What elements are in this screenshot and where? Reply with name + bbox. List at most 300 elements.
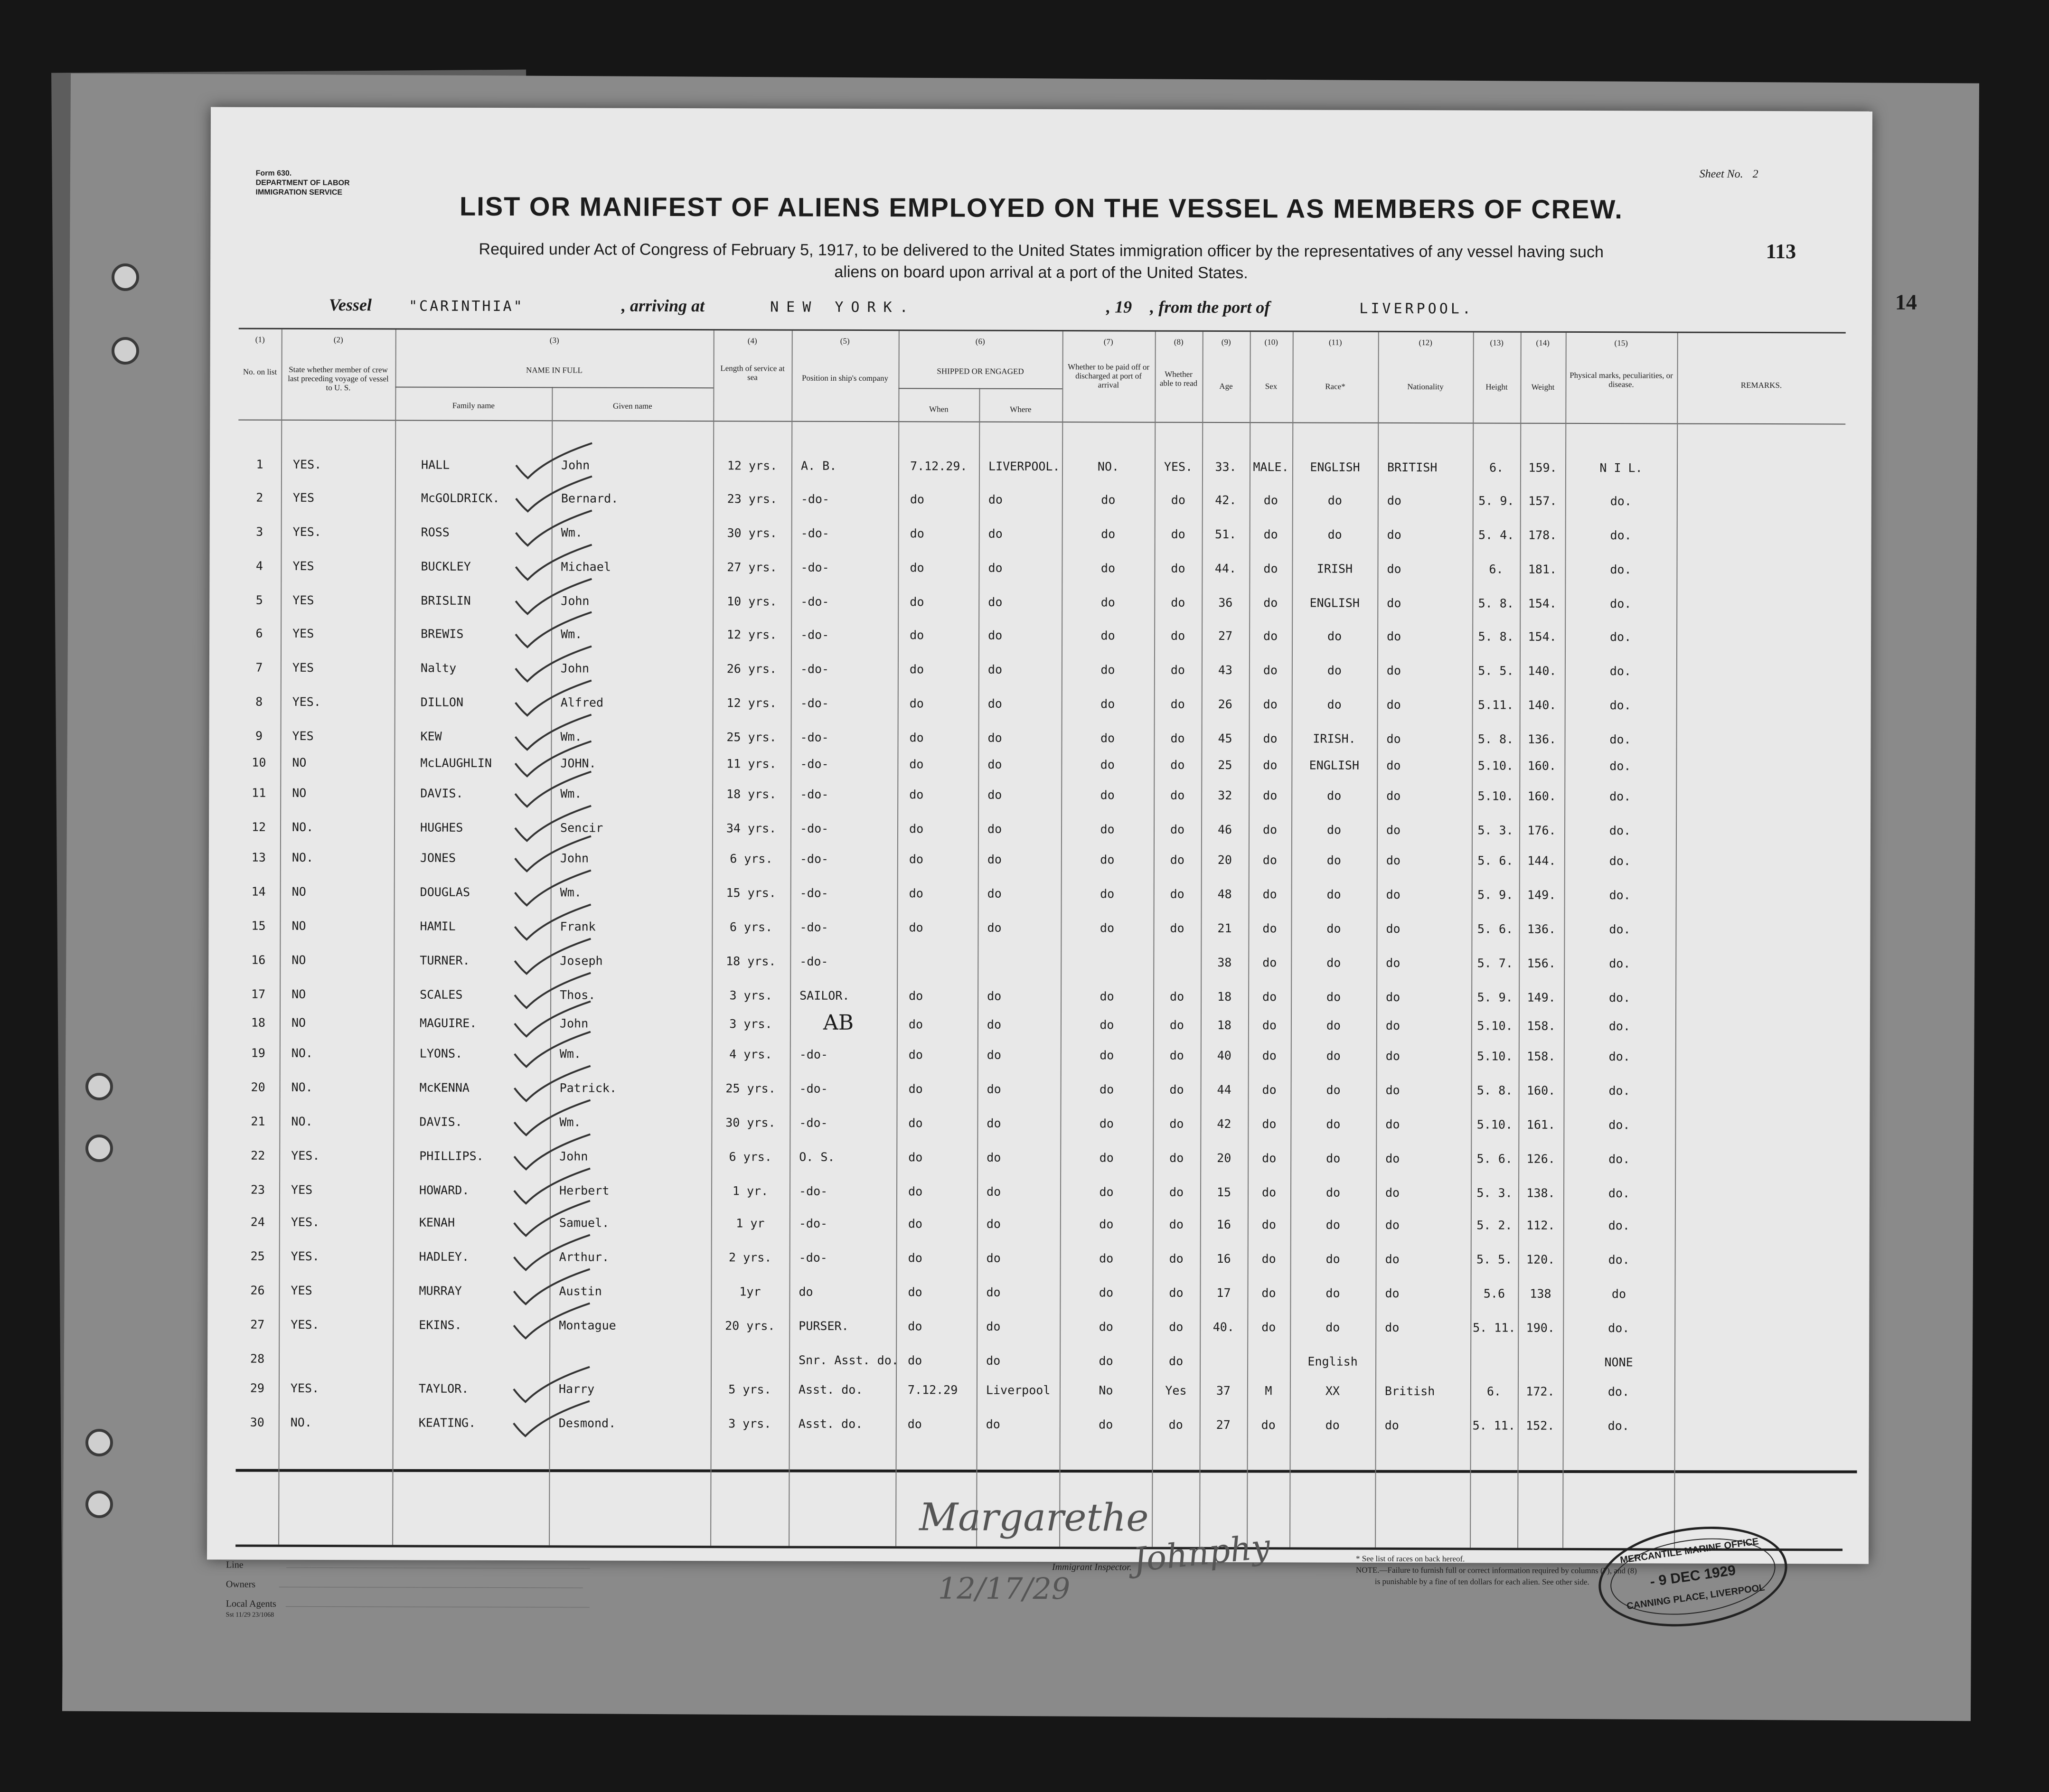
cell-read: do xyxy=(1169,1048,1184,1062)
cell-family: McKENNA xyxy=(419,1080,470,1095)
cell-read: do xyxy=(1170,887,1184,901)
cell-length: 34 yrs. xyxy=(726,821,777,835)
cell-position: O. S. xyxy=(799,1150,835,1164)
cell-position: -do- xyxy=(799,1081,828,1096)
crew-row xyxy=(238,695,1845,726)
cell-given: JOHN. xyxy=(560,756,596,770)
cell-sex: do xyxy=(1261,1286,1276,1300)
cell-given: Wm. xyxy=(559,1047,581,1061)
cell-where: do xyxy=(987,1082,1001,1096)
cell-phys: N I L. xyxy=(1599,461,1643,475)
cell-where: do xyxy=(987,1150,1001,1164)
cell-nat: do xyxy=(1386,663,1401,677)
cell-sex: do xyxy=(1262,1018,1277,1032)
col-position-header: Position in ship's company xyxy=(801,373,889,383)
cell-no: 28 xyxy=(250,1351,265,1366)
cell-position: -do- xyxy=(799,920,828,934)
vessel-info xyxy=(329,295,1474,318)
cell-height: 5.10. xyxy=(1477,1049,1513,1063)
cell-member: YES xyxy=(291,1283,312,1297)
cell-member: YES xyxy=(291,1182,313,1197)
crew-row xyxy=(236,1115,1843,1145)
crew-row xyxy=(236,1149,1843,1180)
cell-age: 45 xyxy=(1218,731,1232,746)
cell-race: do xyxy=(1327,788,1342,803)
cell-position: PURSER. xyxy=(799,1319,849,1333)
cell-position: -do- xyxy=(799,954,828,968)
col-age-header: Age xyxy=(1219,381,1233,391)
cell-nat: do xyxy=(1385,1286,1400,1300)
cell-position: -do- xyxy=(800,526,829,540)
cell-sex: do xyxy=(1263,629,1278,643)
cell-height: 5. 9. xyxy=(1477,990,1513,1004)
cell-member: NO. xyxy=(291,1046,313,1060)
cell-where: do xyxy=(988,526,1003,541)
cell-given: John xyxy=(561,458,590,472)
cell-when: do xyxy=(910,492,925,507)
cell-read: do xyxy=(1170,758,1185,772)
cell-age: 42 xyxy=(1217,1116,1231,1131)
cell-where: do xyxy=(986,1251,1001,1265)
stamp-date: - 9 DEC 1929 xyxy=(1649,1562,1737,1590)
cell-read: YES. xyxy=(1164,460,1193,474)
cell-sex: do xyxy=(1263,596,1278,610)
cell-member: YES. xyxy=(290,1381,320,1396)
cell-length: 30 yrs. xyxy=(725,1116,776,1130)
cell-phys: do. xyxy=(1608,1050,1630,1064)
cell-race: do xyxy=(1325,1286,1340,1300)
cell-position: AB xyxy=(823,1010,854,1035)
cell-height: 5. 5. xyxy=(1478,664,1514,678)
cell-weight: 140. xyxy=(1528,698,1557,712)
cell-family: MURRAY xyxy=(419,1284,462,1298)
cell-phys: do. xyxy=(1610,597,1632,611)
cell-nat: do xyxy=(1387,527,1401,542)
cell-height: 5.6 xyxy=(1483,1286,1505,1301)
cell-member: NO xyxy=(291,919,306,933)
footnote-fine: is punishable by a fine of ten dollars for each alien. See other side. xyxy=(1374,1576,1589,1587)
cell-weight: 161. xyxy=(1526,1117,1556,1132)
cell-phys: do. xyxy=(1608,1253,1630,1267)
cell-age: 18 xyxy=(1217,1018,1232,1032)
cell-read: do xyxy=(1170,822,1185,836)
cell-no: 13 xyxy=(251,850,266,864)
cell-weight: 156. xyxy=(1527,956,1556,970)
cell-nat: do xyxy=(1386,823,1401,837)
cell-race: do xyxy=(1325,1320,1340,1334)
cell-paid: do xyxy=(1100,1018,1114,1032)
crew-row xyxy=(237,786,1844,817)
cell-family: MAGUIRE. xyxy=(419,1016,477,1030)
cell-nat: do xyxy=(1385,1252,1400,1266)
cell-sex: do xyxy=(1262,921,1277,936)
from-port: LIVERPOOL. xyxy=(1359,300,1474,318)
cell-length: 6 yrs. xyxy=(730,852,773,866)
column-number: (13) xyxy=(1490,338,1504,347)
cell-where: do xyxy=(986,1285,1001,1299)
cell-read: do xyxy=(1170,788,1185,802)
cell-race: do xyxy=(1325,1418,1340,1432)
cell-no: 2 xyxy=(256,490,263,505)
cell-age: 27 xyxy=(1216,1417,1231,1432)
cell-family: HUGHES xyxy=(420,820,463,835)
cell-position: A. B. xyxy=(800,459,837,473)
cell-given: Patrick. xyxy=(559,1081,617,1095)
cell-age: 20 xyxy=(1217,853,1232,867)
cell-sex: do xyxy=(1261,1252,1276,1266)
cell-length: 26 yrs. xyxy=(726,662,777,676)
cell-family: TURNER. xyxy=(420,953,470,967)
cell-paid: do xyxy=(1100,989,1114,1004)
cell-paid: do xyxy=(1100,921,1115,935)
cell-nat: British xyxy=(1384,1384,1435,1398)
cell-sex: do xyxy=(1261,1418,1276,1432)
cell-race: do xyxy=(1326,1151,1341,1165)
cell-weight: 157. xyxy=(1528,494,1557,508)
col-nationality-header: Nationality xyxy=(1407,382,1444,392)
cell-weight: 149. xyxy=(1527,990,1556,1004)
col-physical-header: Physical marks, peculiarities, or disease. xyxy=(1570,370,1673,389)
cell-member: NO. xyxy=(291,850,314,864)
printer-code: Sst 11/29 23/1068 xyxy=(226,1611,274,1619)
cell-no: 10 xyxy=(252,755,266,769)
cell-no: 6 xyxy=(255,626,263,640)
column-number: (6) xyxy=(975,337,985,346)
cell-family: DOUGLAS xyxy=(420,885,470,899)
cell-race: do xyxy=(1326,1117,1341,1131)
cell-member: NO xyxy=(292,755,307,769)
cell-height: 5. 5. xyxy=(1476,1252,1513,1267)
cell-paid: do xyxy=(1100,731,1115,745)
cell-when: do xyxy=(907,1417,922,1431)
cell-phys: do. xyxy=(1609,664,1632,678)
cell-height: 5.10. xyxy=(1477,789,1513,803)
cell-length: 10 yrs. xyxy=(727,594,777,609)
cell-sex: do xyxy=(1262,1083,1277,1097)
crew-row xyxy=(236,1284,1843,1314)
crew-row xyxy=(237,756,1844,787)
cell-phys: do. xyxy=(1609,957,1631,971)
cell-paid: do xyxy=(1101,493,1116,507)
cell-family: HOWARD. xyxy=(419,1183,470,1197)
manifest-subtitle xyxy=(305,238,1777,285)
cell-race: ENGLISH xyxy=(1309,758,1360,772)
cell-sex: do xyxy=(1262,853,1277,867)
cell-when: do xyxy=(910,628,924,642)
cell-no: 26 xyxy=(250,1283,265,1297)
cell-member: YES. xyxy=(292,694,321,709)
cell-family: TAYLOR. xyxy=(418,1381,469,1396)
cell-when: 7.12.29 xyxy=(907,1383,958,1397)
cell-family xyxy=(419,1352,549,1353)
crew-table xyxy=(235,328,1846,1551)
col-read-header: Whether able to read xyxy=(1159,369,1198,388)
cell-position: Asst. do. xyxy=(798,1382,863,1397)
cell-paid: do xyxy=(1100,788,1115,802)
cell-height: 5. 6. xyxy=(1477,854,1513,868)
cell-phys: do. xyxy=(1609,732,1631,747)
crew-row xyxy=(238,627,1845,657)
cell-family: McLAUGHLIN xyxy=(420,756,492,770)
crew-row xyxy=(237,729,1844,760)
cell-height: 5. 3. xyxy=(1477,823,1513,837)
cell-given: Wm. xyxy=(560,730,582,744)
cell-height: 5. 6. xyxy=(1477,922,1513,936)
cell-length: 6 yrs. xyxy=(729,920,773,934)
column-number: (1) xyxy=(255,335,265,344)
cell-weight: 152. xyxy=(1526,1418,1555,1433)
cell-nat: do xyxy=(1386,887,1400,901)
cell-where: do xyxy=(987,757,1002,771)
cell-given: Joseph xyxy=(560,954,603,968)
column-number: (12) xyxy=(1419,338,1432,347)
cell-when: do xyxy=(909,822,924,836)
cell-length: 11 yrs. xyxy=(726,757,777,771)
cell-when: do xyxy=(908,1319,922,1333)
cell-nat: do xyxy=(1387,562,1401,576)
cell-height: 6. xyxy=(1489,460,1504,475)
cell-paid: do xyxy=(1099,1151,1114,1165)
cell-nat: do xyxy=(1386,788,1401,803)
cell-when: do xyxy=(909,852,924,866)
cell-length: 3 yrs. xyxy=(729,988,772,1003)
cell-length: 12 yrs. xyxy=(726,696,777,710)
sheet-value: 2 xyxy=(1752,168,1758,180)
crew-row xyxy=(237,987,1844,1018)
cell-paid: do xyxy=(1100,853,1115,867)
arriving-label: , arriving at xyxy=(621,296,705,316)
cell-no: 7 xyxy=(255,660,263,675)
cell-nat: BRITISH xyxy=(1387,460,1438,475)
cell-position: -do- xyxy=(799,886,828,900)
cell-length: 23 yrs. xyxy=(727,492,778,506)
column-number: (14) xyxy=(1536,338,1550,347)
cell-given: Alfred xyxy=(560,695,604,710)
cell-age: 17 xyxy=(1216,1285,1231,1300)
cell-sex: do xyxy=(1262,956,1277,970)
cell-read: do xyxy=(1171,527,1185,541)
owners-label: Owners xyxy=(226,1579,256,1590)
cell-position: -do- xyxy=(800,628,829,642)
cell-given: Montague xyxy=(559,1318,616,1332)
crew-row xyxy=(236,1215,1843,1246)
cell-given: John xyxy=(560,851,589,865)
cell-where: do xyxy=(988,595,1003,609)
cell-read: do xyxy=(1169,1151,1184,1165)
cell-where: do xyxy=(987,788,1002,802)
crew-row xyxy=(236,1381,1843,1412)
cell-position: -do- xyxy=(800,787,829,801)
cell-when: do xyxy=(909,757,924,771)
cell-read: do xyxy=(1169,1320,1184,1334)
cell-position: do xyxy=(799,1285,813,1299)
crew-row xyxy=(238,525,1845,556)
crew-row xyxy=(237,851,1844,882)
cell-paid: do xyxy=(1100,887,1115,901)
cell-where: do xyxy=(986,1417,1000,1431)
cell-where: do xyxy=(987,822,1002,836)
cell-length: 20 yrs. xyxy=(725,1319,775,1333)
cell-no: 27 xyxy=(250,1317,265,1332)
cell-length: 18 yrs. xyxy=(726,787,777,801)
cell-nat: do xyxy=(1386,758,1401,772)
cell-length: 3 yrs. xyxy=(728,1417,771,1431)
cell-where: do xyxy=(987,852,1002,866)
cell-weight: 138 xyxy=(1530,1286,1551,1301)
cell-no: 20 xyxy=(251,1080,265,1094)
cell-race: English xyxy=(1307,1354,1358,1369)
cell-where: do xyxy=(987,1048,1001,1062)
crew-row xyxy=(238,593,1845,624)
cell-where: do xyxy=(988,628,1003,642)
cell-phys: do. xyxy=(1609,854,1631,868)
cell-age: 16 xyxy=(1216,1251,1231,1266)
cell-when: do xyxy=(909,788,924,802)
cell-length: 12 yrs. xyxy=(727,459,778,473)
cell-paid: do xyxy=(1100,1048,1114,1062)
crew-row xyxy=(237,1046,1844,1077)
cell-where: do xyxy=(988,561,1003,575)
manifest-title: LIST OR MANIFEST OF ALIENS EMPLOYED ON THE VESSEL AS MEMBERS OF CREW. xyxy=(459,191,1623,225)
cell-no: 8 xyxy=(255,694,263,709)
col-name-header: NAME IN FULL xyxy=(526,366,583,375)
crew-row xyxy=(238,661,1845,692)
column-number: (11) xyxy=(1328,338,1342,347)
cell-sex: do xyxy=(1261,1218,1276,1232)
cell-age: 27 xyxy=(1218,629,1233,643)
cell-sex: M xyxy=(1265,1384,1272,1398)
cell-height: 5. 11. xyxy=(1473,1321,1516,1335)
crew-row xyxy=(237,919,1844,950)
cell-no: 21 xyxy=(251,1114,265,1128)
cell-position: Snr. Asst. do. xyxy=(799,1353,899,1368)
cell-read: do xyxy=(1169,1116,1184,1131)
vessel-name: "CARINTHIA" xyxy=(408,298,524,315)
cell-height: 5. 3. xyxy=(1476,1186,1513,1200)
cell-family: BRISLIN xyxy=(421,593,471,608)
cell-member: YES xyxy=(292,660,314,675)
column-number: (5) xyxy=(840,336,850,346)
cell-height: 5.11. xyxy=(1478,698,1514,712)
cell-read: do xyxy=(1171,629,1185,643)
col-weight-header: Weight xyxy=(1531,382,1555,392)
cell-age: 21 xyxy=(1217,921,1232,936)
cell-race: do xyxy=(1326,823,1342,837)
cell-where: do xyxy=(987,989,1002,1003)
cell-no: 25 xyxy=(250,1249,265,1263)
department-name: DEPARTMENT OF LABOR xyxy=(255,178,350,188)
cell-where: LIVERPOOL. xyxy=(988,459,1060,474)
cell-family: DAVIS. xyxy=(420,786,463,800)
cell-given xyxy=(559,1352,711,1353)
cell-phys: do. xyxy=(1609,888,1631,902)
crew-row xyxy=(236,1080,1843,1111)
cell-given: Wm. xyxy=(561,627,583,641)
cell-weight: 149. xyxy=(1527,888,1556,902)
cell-paid: do xyxy=(1101,527,1116,541)
signature-date: 12/17/29 xyxy=(938,1571,1071,1606)
cell-when: do xyxy=(908,1217,923,1231)
col-race-header: Race* xyxy=(1325,382,1345,391)
cell-when: do xyxy=(908,1048,923,1062)
cell-member: YES. xyxy=(291,1317,320,1332)
cell-race: XX xyxy=(1325,1384,1340,1398)
cell-family: EKINS. xyxy=(419,1318,462,1332)
cell-member: NO. xyxy=(291,1080,313,1094)
cell-sex: MALE. xyxy=(1253,460,1289,474)
cell-position: -do- xyxy=(800,696,829,710)
cell-weight: 158. xyxy=(1527,1049,1556,1063)
cell-age: 32 xyxy=(1218,788,1232,803)
cell-given: John xyxy=(561,594,590,608)
cell-phys: do. xyxy=(1610,563,1632,577)
agents-label: Local Agents xyxy=(226,1598,276,1609)
cell-position: -do- xyxy=(799,852,829,866)
cell-no: 12 xyxy=(251,820,266,834)
cell-paid: No xyxy=(1099,1383,1113,1398)
cell-age: 33. xyxy=(1215,460,1237,474)
cell-read: do xyxy=(1171,561,1185,575)
cell-weight: 154. xyxy=(1528,596,1557,610)
cell-age: 44. xyxy=(1214,561,1237,576)
cell-where: Liverpool xyxy=(986,1383,1051,1398)
cell-given: Desmond. xyxy=(558,1416,616,1430)
cell-sex: do xyxy=(1261,1320,1276,1334)
cell-read: do xyxy=(1170,663,1185,677)
cell-race: do xyxy=(1325,1185,1341,1200)
cell-phys: do. xyxy=(1607,1385,1630,1399)
cell-length: 15 yrs. xyxy=(726,886,776,900)
cell-race: IRISH xyxy=(1316,562,1353,576)
column-number: (15) xyxy=(1614,338,1628,348)
inspector-signature: Margarethe xyxy=(919,1495,1149,1540)
cell-given: Thos. xyxy=(560,988,596,1002)
cell-no: 24 xyxy=(250,1215,265,1229)
cell-phys: NONE xyxy=(1604,1355,1633,1370)
cell-no: 30 xyxy=(250,1415,264,1429)
cell-member: NO. xyxy=(292,820,314,834)
cell-age: 48 xyxy=(1217,887,1232,901)
cell-age: 16 xyxy=(1216,1217,1231,1232)
cell-race: do xyxy=(1326,990,1341,1004)
cell-family: BREWIS xyxy=(421,627,464,641)
cell-height: 5.10. xyxy=(1476,1117,1513,1132)
cell-family: Nalty xyxy=(420,661,457,675)
cell-height: 5. 6. xyxy=(1476,1152,1513,1166)
cell-where: do xyxy=(988,492,1003,507)
cell-when: 7.12.29. xyxy=(910,459,968,473)
cell-given: Michael xyxy=(561,560,611,574)
cell-member: YES. xyxy=(291,1249,320,1264)
cell-when: do xyxy=(909,886,923,901)
col-when-header: When xyxy=(929,404,949,414)
cell-paid: do xyxy=(1100,758,1115,772)
cell-weight: 160. xyxy=(1527,789,1556,803)
cell-phys: do. xyxy=(1610,494,1632,508)
cell-where: do xyxy=(987,662,1003,676)
cell-paid: do xyxy=(1099,1251,1114,1266)
cell-paid: do xyxy=(1099,1320,1113,1334)
binder-hole xyxy=(85,1073,113,1100)
cell-given: Samuel. xyxy=(559,1216,610,1230)
cell-where: do xyxy=(986,1353,1001,1368)
cell-read: do xyxy=(1169,1251,1184,1266)
cell-when: do xyxy=(910,561,924,575)
cell-position: -do- xyxy=(800,757,829,771)
cell-race: do xyxy=(1327,663,1342,677)
cell-phys: do. xyxy=(1607,1419,1629,1433)
cell-phys: do. xyxy=(1608,1321,1630,1335)
